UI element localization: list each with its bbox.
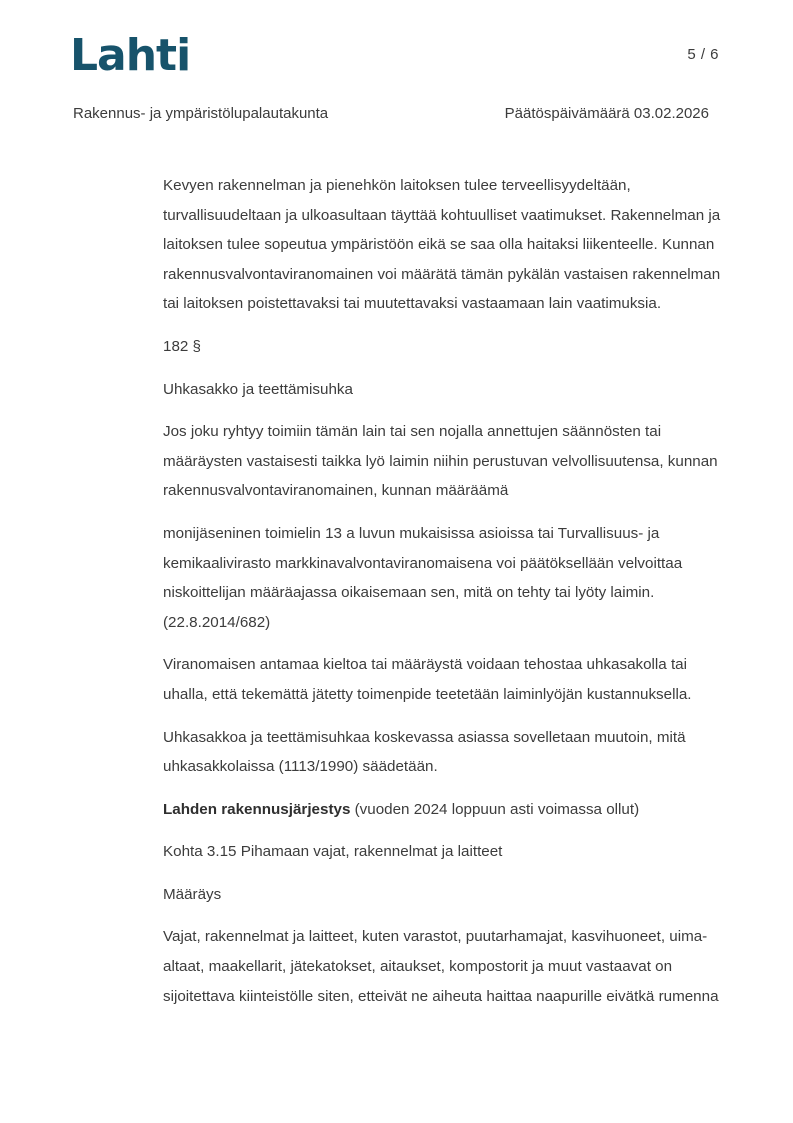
paragraph: [163, 650, 773, 709]
text-line: Kohta 3.15 Pihamaan vajat, rakennelmat ja laitteet: [163, 843, 503, 861]
text-line: uhkasakkolaissa (1113/1990) säädetään.: [163, 758, 438, 776]
bold-lead-text: Lahden rakennusjärjestys: [163, 800, 351, 818]
text-line: määräysten vastaisesti taikka lyö laimin niihin perustuvan velvollisuutensa, kunnan: [163, 452, 718, 470]
page-number: 5 / 6: [687, 46, 719, 63]
text-line: Kevyen rakennelman ja pienehkön laitoksen tulee terveellisyydeltään,: [163, 177, 631, 194]
text-line: Määräys: [163, 885, 222, 903]
text-line: Vajat, rakennelmat ja laitteet, kuten varastot, puutarhamajat, kasvihuoneet, uima-: [163, 928, 708, 946]
header-decision-date: Päätöspäivämäärä 03.02.2026: [504, 105, 709, 122]
text-line: laitoksen tulee sopeutua ympäristöön eikä se saa olla haitaksi liikenteelle. Kunnan: [163, 236, 715, 254]
paragraph: [163, 880, 773, 910]
lahti-logo: Lahti: [70, 30, 191, 81]
text-line: sijoitettava kiinteistölle siten, etteivät ne aiheuta haittaa naapurille eivätkä rumenna: [163, 987, 719, 1005]
text-line: Viranomaisen antamaa kieltoa tai määräystä voidaan tehostaa uhkasakolla tai: [163, 656, 688, 674]
paragraph: [163, 171, 773, 319]
text-line: Uhkasakko ja teettämisuhka: [163, 380, 353, 398]
paragraph: [163, 795, 773, 825]
text-line: turvallisuudeltaan ja ulkoasultaan täyttää kohtuulliset vaatimukset. Rakennelman ja: [163, 206, 721, 224]
document-body: [163, 171, 773, 1024]
text-line: Jos joku ryhtyy toimiin tämän lain tai sen nojalla annettujen säännösten tai: [163, 423, 662, 441]
paragraph: [163, 332, 773, 362]
paragraph: [163, 922, 773, 1011]
text-line: kemikaalivirasto markkinavalvontaviranomaisena voi päätöksellään velvoittaa: [163, 554, 683, 572]
text-line: rakennusvalvontaviranomainen, kunnan määräämä: [163, 482, 509, 500]
text-line: uhalla, että tekemättä jätetty toimenpide teetetään laiminlyöjän kustannuksella.: [163, 685, 692, 703]
text-line: rakennusvalvontaviranomainen voi määrätä tämän pykälän vastaisen rakennelman: [163, 265, 721, 283]
paragraph: [163, 417, 773, 506]
text-line: niskoittelijan määräajassa oikaisemaan sen, mitä on tehty tai lyöty laimin.: [163, 584, 655, 602]
paragraph: [163, 375, 773, 405]
header-committee-name: Rakennus- ja ympäristölupalautakunta: [73, 105, 329, 122]
paragraph: [163, 723, 773, 782]
paragraph: [163, 837, 773, 867]
text-line: Uhkasakkoa ja teettämisuhkaa koskevassa asiassa sovelletaan muutoin, mitä: [163, 728, 686, 746]
text-line: altaat, maakellarit, jätekatokset, aitaukset, kompostorit ja muut vastaavat on: [163, 958, 673, 976]
document-header: [73, 104, 709, 124]
text-line: 182 §: [163, 337, 202, 355]
paragraph: [163, 519, 773, 637]
text-line: (22.8.2014/682): [163, 613, 271, 631]
text-line: monijäseninen toimielin 13 a luvun mukaisissa asioissa tai Turvallisuus- ja: [163, 524, 660, 542]
text-line: tai laitoksen poistettavaksi tai muutettavaksi vastaamaan lain vaatimuksia.: [163, 295, 662, 313]
text-line: Lahden rakennusjärjestys (vuoden 2024 loppuun asti voimassa ollut): [163, 800, 640, 818]
